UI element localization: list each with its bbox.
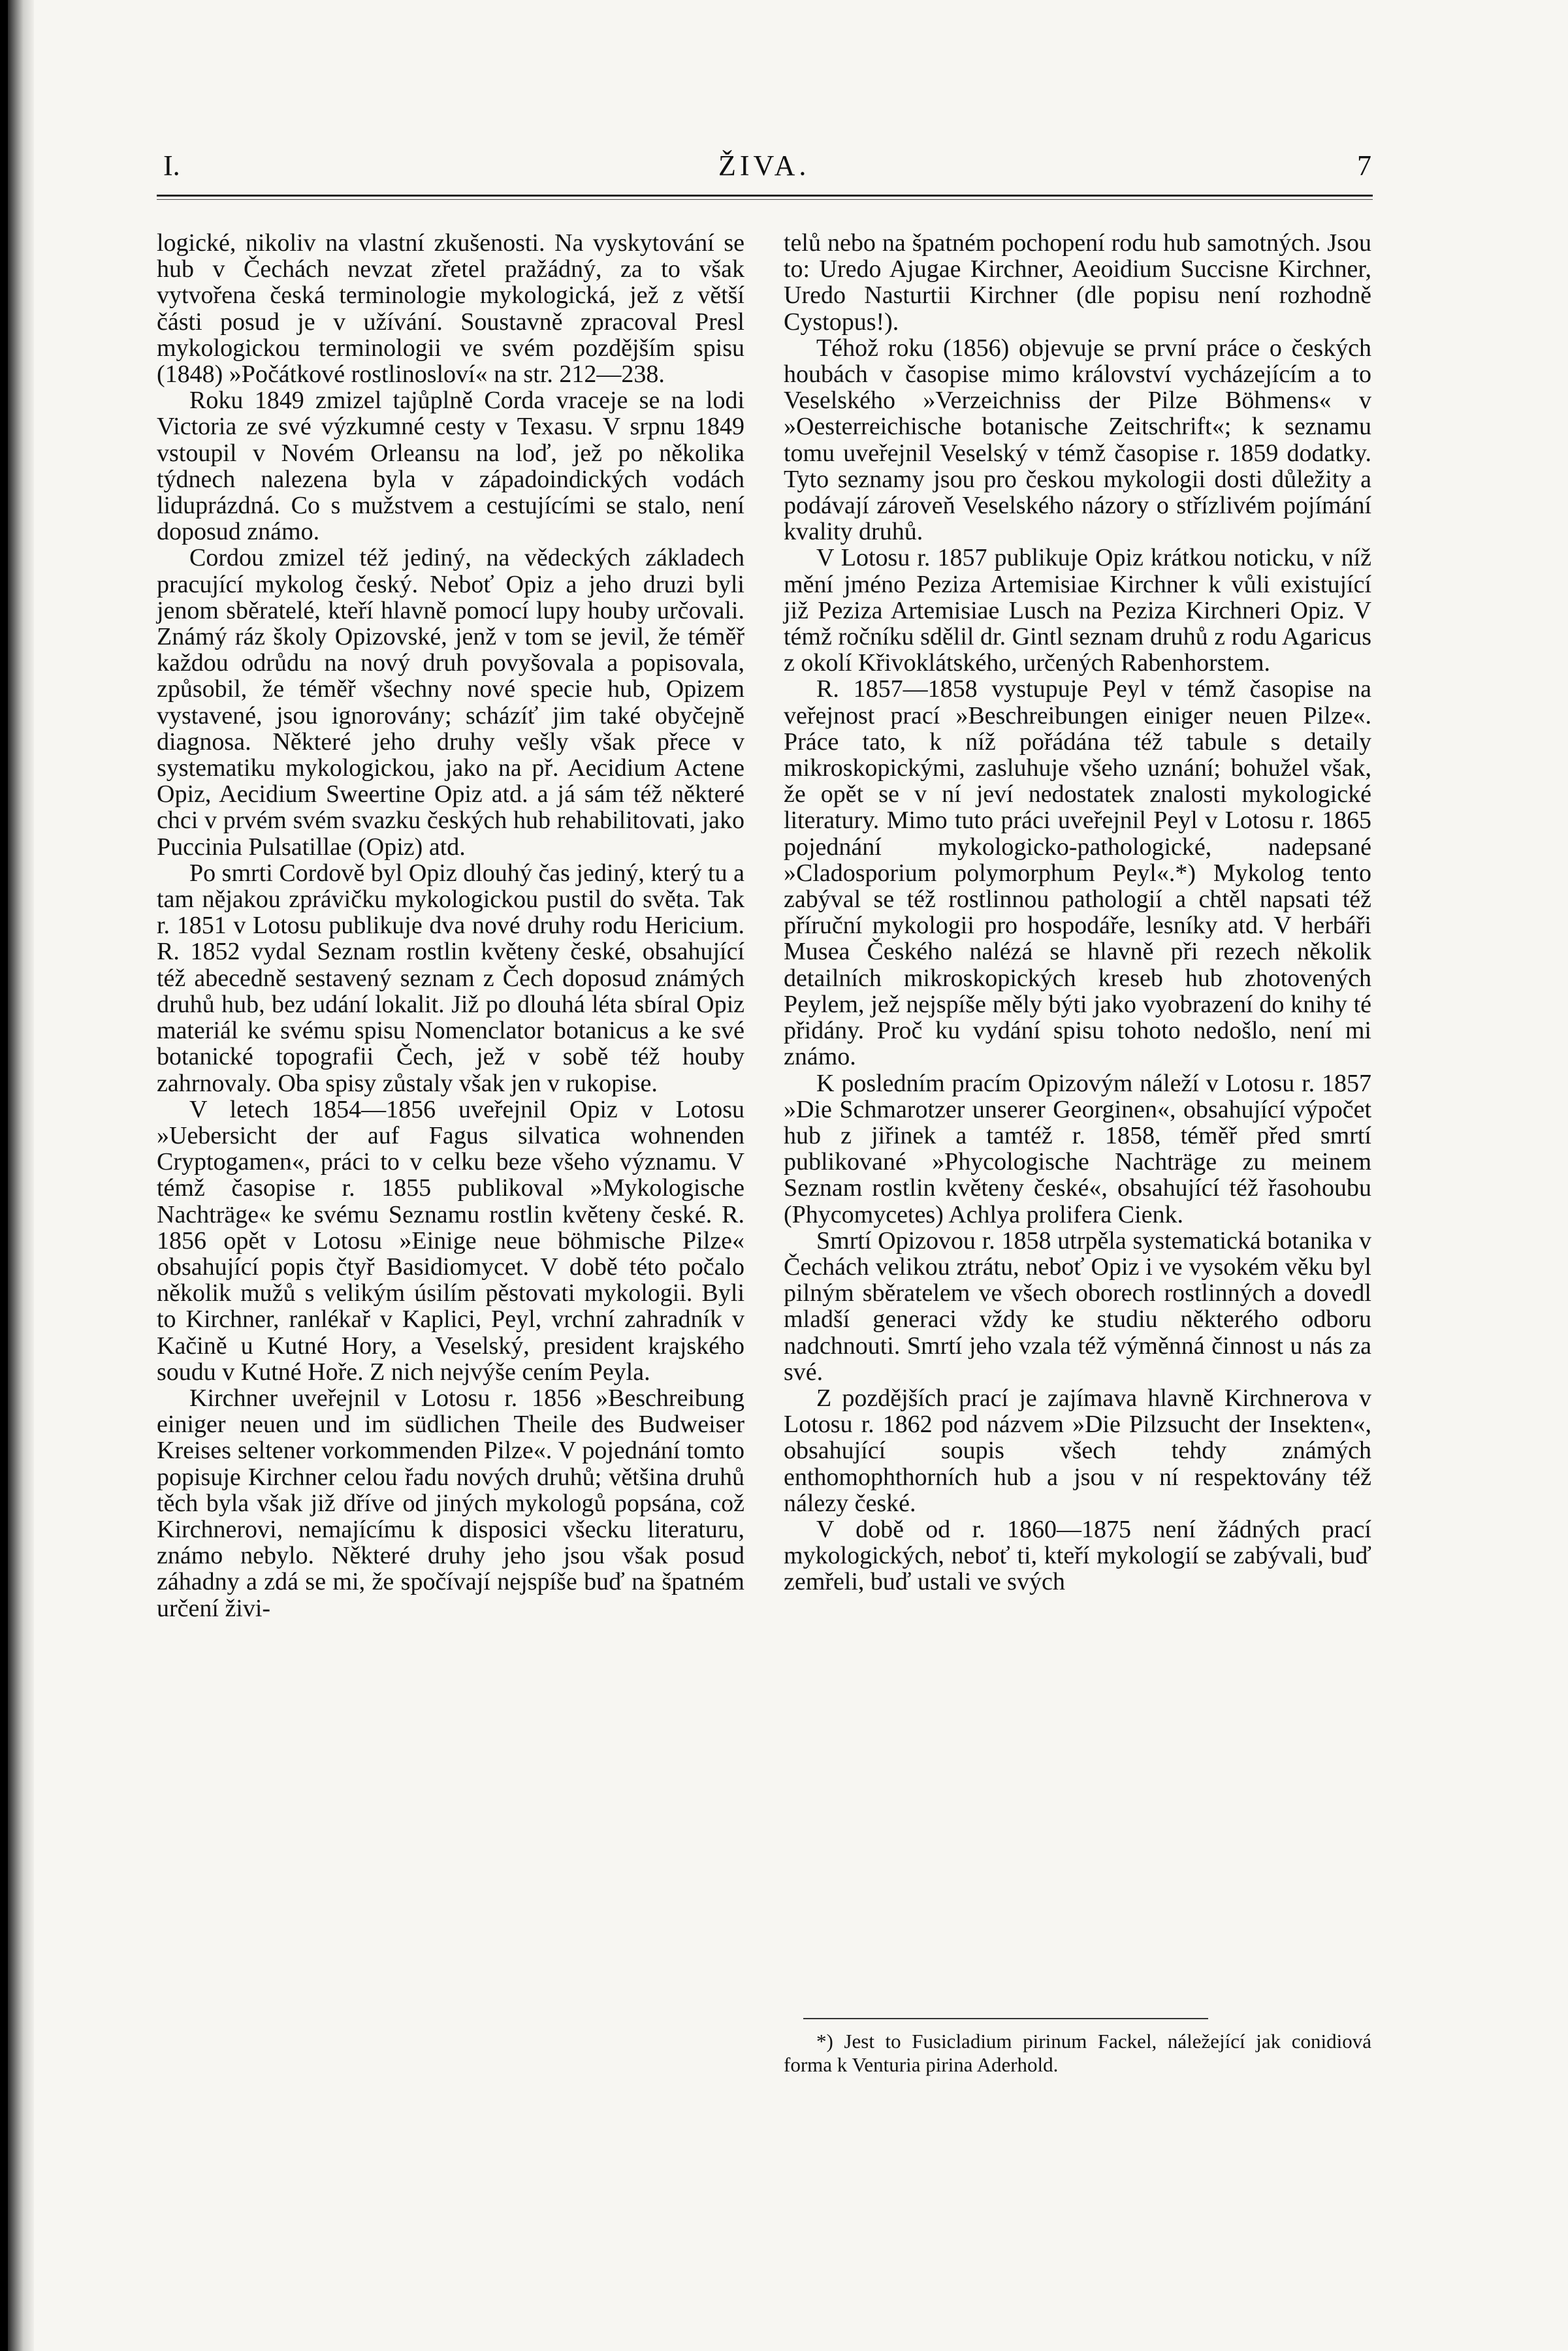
running-head [157,149,1371,188]
footnote [784,2030,1371,2077]
paragraph: Smrtí Opizovou r. 1858 utrpěla systematická botanika v Čechách velikou ztrátu, neboť Opiz i ve vysokém věku byl pilným sběratelem ve všech oborech rostlinných a dovedl mladší generaci vždy ke studiu některého odboru nadchnouti. Smrtí jeho vzala též výměnná činnost u nás za své. [784,1226,1371,1386]
paragraph: V letech 1854—1856 uveřejnil Opiz v Lotosu »Uebersicht der auf Fagus silvatica wohnenden Cryptogamen«, práci to v celku beze všeho významu. V témž časopise r. 1855 publikoval »Mykologische Nachträge« ke svému Seznamu rostlin květeny české. R. 1856 opět v Lotosu »Einige neue böhmische Pilze« obsahující popis čtyř Basidiomycet. V době této počalo několik mužů s velikým úsilím pěstovati mykologii. Byli to Kirchner, ranlékař v Kaplici, Peyl, vrchní zahradník v Kačině u Kutné Hory, a Veselský, president krajského soudu v Kutné Hoře. Z nich nejvýše cením Peyla. [157,1095,744,1386]
volume-number: I. [163,150,180,182]
footnote-text: *) Jest to Fusicladium pirinum Fackel, náležející jak conidiová forma k Venturia pirina Aderhold. [784,2030,1371,2076]
journal-title: ŽIVA. [718,150,810,182]
left-column [157,230,744,1622]
paragraph: K posledním pracím Opizovým náleží v Lotosu r. 1857 »Die Schmarotzer unserer Georginen«, obsahující výpočet hub z jiřinek a tamtéž r. 1858, téměř před smrtí publikované »Phycologische Nachträge zu meinem Seznam rostlin květeny české«, obsahující též řasohoubu (Phycomycetes) Achlya prolifera Cienk. [784,1069,1371,1228]
paragraph: V době od r. 1860—1875 není žádných prací mykologických, neboť ti, kteří mykologií se zabývali, buď zemřeli, buď ustali ve svých [784,1515,1371,1596]
paragraph: Z pozdějších prací je zajímava hlavně Kirchnerova v Lotosu r. 1862 pod názvem »Die Pilzsucht der Insekten«, obsahující soupis všech tehdy známých enthomophthorních hub a jsou v ní respektovány též nálezy české. [784,1384,1371,1517]
paragraph: Po smrti Cordově byl Opiz dlouhý čas jediný, který tu a tam nějakou zprávičku mykologickou pustil do světa. Tak r. 1851 v Lotosu publikuje dva nové druhy rodu Hericium. R. 1852 vydal Seznam rostlin květeny české, obsahující též abecedně sestavený seznam z Čech doposud známých druhů hub, bez udání lokalit. Již po dlouhá léta sbíral Opiz materiál ke svému spisu Nomenclator botanicus a ke své botanické topografii Čech, jež v sobě též houby zahrnovaly. Oba spisy zůstaly však jen v rukopise. [157,859,744,1097]
paragraph: Kirchner uveřejnil v Lotosu r. 1856 »Beschreibung einiger neuen und im südlichen Theile des Budweiser Kreises seltener vorkommenden Pilze«. V pojednání tomto popisuje Kirchner celou řadu nových druhů; většina druhů těch byla však již dříve od jiných mykologů popsána, což Kirchnerovi, nemajícímu k disposici všecku literaturu, známo nebylo. Některé druhy jeho jsou však posud záhadny a zdá se mi, že spočívají nejspíše buď na špatném určení živi- [157,1384,744,1622]
footnote-rule [803,2018,1208,2019]
paragraph: telů nebo na špatném pochopení rodu hub samotných. Jsou to: Uredo Ajugae Kirchner, Aeoidium Succisne Kirchner, Uredo Nasturtii Kirchner (dle popisu není rozhodně Cystopus!). [784,229,1371,336]
paragraph: Cordou zmizel též jediný, na vědeckých základech pracující mykolog český. Neboť Opiz a jeho druzi byli jenom sběratelé, kteří hlavně pomocí lupy houby určovali. Známý ráz školy Opizovské, jenž v tom se jevil, že téměř každou odrůdu na nový druh povyšovala a popisovala, způsobil, že téměř všechny nové specie hub, Opizem vystavené, jsou ignorovány; scházíť jim také obyčejně diagnosa. Některé jeho druhy vešly však přece v systematiku mykologickou, jako na př. Aecidium Actene Opiz, Aecidium Sweertine Opiz atd. a já sám též některé chci v prvém svém svazku českých hub rehabilitovati, jako Puccinia Pulsatillae (Opiz) atd. [157,544,744,861]
paragraph: V Lotosu r. 1857 publikuje Opiz krátkou noticku, v níž mění jméno Peziza Artemisiae Kirchner k vůli existující již Peziza Artemisiae Lusch na Peziza Kirchneri Opiz. V témž ročníku sdělil dr. Gintl seznam druhů z rodu Agaricus z okolí Křivoklátského, určených Rabenhorstem. [784,544,1371,677]
paragraph: Téhož roku (1856) objevuje se první práce o českých houbách v časopise mimo království vycházejícím a to Veselského »Verzeichniss der Pilze Böhmens« v »Oesterreichische botanische Zeitschrift«; k seznamu tomu uveřejnil Veselský v témž časopise r. 1859 dodatky. Tyto seznamy jsou pro českou mykologii dosti důležity a podávají zároveň Veselského názory o střízlivém pojímání kvality druhů. [784,334,1371,546]
header-rule [157,195,1373,200]
paragraph: R. 1857—1858 vystupuje Peyl v témž časopise na veřejnost prací »Beschreibungen einiger neuen Pilze«. Práce tato, k níž pořádána též tabule s detaily mikroskopickými, zasluhuje všeho uznání; bohužel však, že opět se v ní jeví nedostatek znalosti mykologické literatury. Mimo tuto práci uveřejnil Peyl v Lotosu r. 1865 pojednání mykologicko-pathologické, nadepsané »Cladosporium polymorphum Peyl«.*) Mykolog tento zabýval se též rostlinnou pathologií a chtěl napsati též příruční mykologii pro hospodáře, lesníky atd. V herbáři Musea Českého nalézá se hlavně při rezech několik detailních mikroskopických kreseb hub zhotovených Peylem, jež nejspíše měly býti jako vyobrazení do knihy té přidány. Proč ku vydání spisu tohoto nedošlo, není mi známo. [784,675,1371,1071]
right-column [784,230,1371,1595]
book-spine-shadow [8,0,34,2351]
page-number: 7 [1357,150,1371,182]
paragraph: Roku 1849 zmizel tajůplně Corda vraceje se na lodi Victoria ze své výzkumné cesty v Texasu. V srpnu 1849 vstoupil v Novém Orleansu na loď, jež po několika týdnech nalezena byla v západoindických vodách liduprázdná. Co s mužstvem a cestujícími se stalo, není doposud známo. [157,387,744,546]
paragraph: logické, nikoliv na vlastní zkušenosti. Na vyskytování se hub v Čechách nevzat zřetel pražádný, za to však vytvořena česká terminologie mykologická, jež z větší části posud je v užívání. Soustavně zpracoval Presl mykologickou terminologii ve svém pozdějším spisu (1848) »Počátkové rostlinosloví« na str. 212—238. [157,229,744,389]
